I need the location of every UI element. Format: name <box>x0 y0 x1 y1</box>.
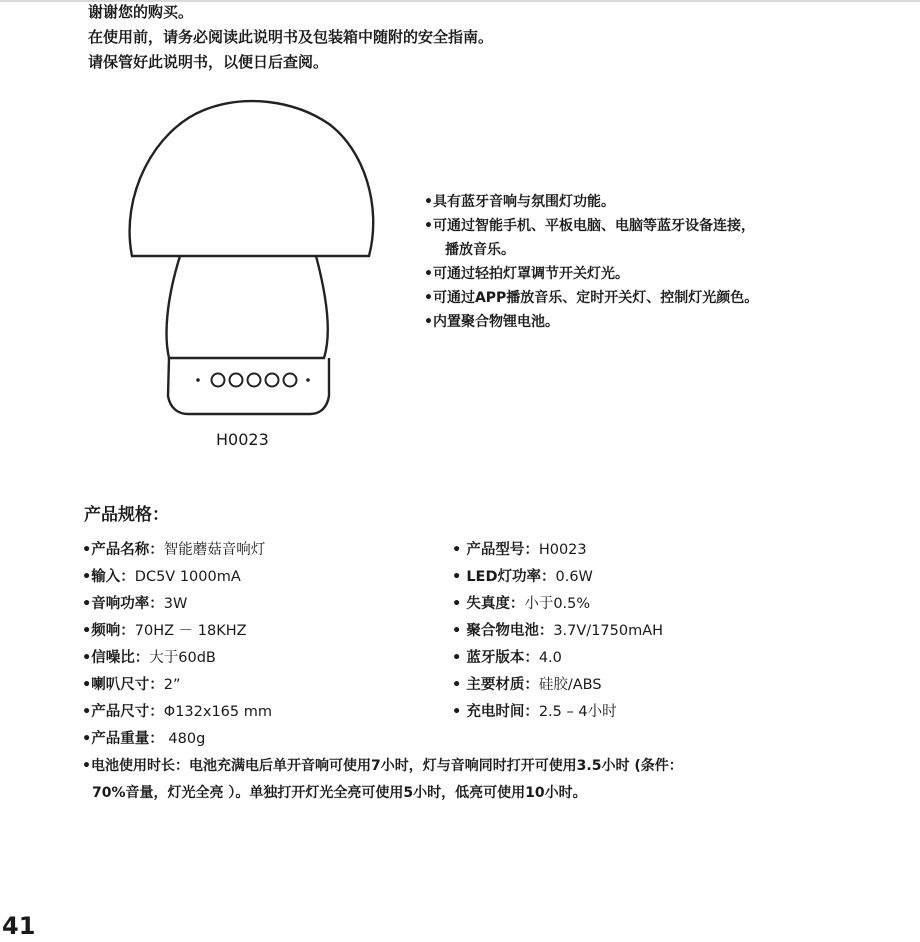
spec-label: •产品重量： <box>82 731 164 747</box>
spec-label: •产品尺寸： <box>82 704 164 720</box>
spec-value: 3.7V/1750mAH <box>553 623 664 639</box>
spec-label: •输入： <box>82 569 135 585</box>
feature-item: •可通过轻拍灯罩调节开关灯光。 <box>424 266 629 282</box>
spec-label: •音响功率： <box>82 596 164 612</box>
mushroom-speaker-lamp-illustration <box>124 96 376 422</box>
spec-row <box>452 564 663 591</box>
spec-row <box>82 672 272 699</box>
spec-value: 大于60dB <box>149 650 216 666</box>
feature-item: •内置聚合物锂电池。 <box>424 314 559 330</box>
page-number: 41 <box>2 912 36 940</box>
spec-row <box>452 591 663 618</box>
spec-value: 70HZ － 18KHZ <box>134 623 247 639</box>
model-caption: H0023 <box>216 430 269 449</box>
feature-list <box>424 190 758 334</box>
intro-line: 在使用前，请务必阅读此说明书及包装箱中随附的安全指南。 <box>88 28 494 46</box>
intro-line: 请保管好此说明书，以便日后查阅。 <box>88 53 329 71</box>
spec-value: Φ132x165 mm <box>163 704 272 720</box>
spec-label: • 充电时间： <box>452 704 539 720</box>
spec-value: 2.5 – 4小时 <box>538 704 617 720</box>
dot-right <box>306 378 310 382</box>
spec-value: 智能蘑菇音响灯 <box>163 542 266 558</box>
spec-value: 3W <box>163 596 188 612</box>
battery-line-continuation: 70%音量，灯光全亮 ）。单独打开灯光全亮可使用5小时，低亮可使用10小时。 <box>92 785 587 801</box>
spec-column-left <box>82 537 272 753</box>
feature-item: •具有蓝牙音响与氛围灯功能。 <box>424 194 615 210</box>
button-circle <box>284 374 297 387</box>
spec-value: 4.0 <box>538 650 562 666</box>
spec-value: 0.6W <box>555 569 593 585</box>
spec-label: • LED灯功率： <box>452 569 556 585</box>
speaker-base <box>168 358 329 414</box>
intro-line: 谢谢您的购买。 <box>88 3 194 21</box>
spec-value: H0023 <box>538 542 587 558</box>
spec-label: • 产品型号： <box>452 542 539 558</box>
spec-value: 小于0.5% <box>524 596 591 612</box>
spec-value: DC5V 1000mA <box>134 569 241 585</box>
button-circle <box>248 374 261 387</box>
spec-row <box>82 591 272 618</box>
spec-label: •频响： <box>82 623 135 639</box>
dot-left <box>196 378 200 382</box>
button-circle <box>230 374 243 387</box>
spec-row <box>452 618 663 645</box>
spec-row <box>82 564 272 591</box>
feature-item: •可通过智能手机、平板电脑、电脑等蓝牙设备连接， <box>424 218 755 234</box>
spec-label: •信噪比： <box>82 650 150 666</box>
spec-label: • 失真度： <box>452 596 525 612</box>
button-circle <box>266 374 279 387</box>
spec-label: •喇叭尺寸： <box>82 677 164 693</box>
spec-row <box>452 645 663 672</box>
lamp-body <box>167 256 328 358</box>
spec-row <box>82 726 272 753</box>
spec-value: 480g <box>163 731 206 747</box>
spec-heading: 产品规格： <box>84 505 169 525</box>
battery-line: •电池使用时长：电池充满电后单开音响可使用7小时，灯与音响同时打开可使用3.5小时 (条件： <box>82 758 683 774</box>
feature-item: •可通过APP播放音乐、定时开关灯、控制灯光颜色。 <box>424 290 759 306</box>
spec-row <box>82 699 272 726</box>
spec-label: • 主要材质： <box>452 677 539 693</box>
intro-text <box>88 0 493 75</box>
spec-label: •产品名称： <box>82 542 164 558</box>
spec-value: 2” <box>163 677 181 693</box>
spec-label: • 蓝牙版本： <box>452 650 539 666</box>
feature-item-continuation: 播放音乐。 <box>445 242 515 258</box>
spec-column-right <box>452 537 663 726</box>
spec-value: 硅胶/ABS <box>538 677 602 693</box>
spec-row <box>452 537 663 564</box>
button-circle <box>212 374 225 387</box>
spec-row <box>452 672 663 699</box>
spec-row <box>452 699 663 726</box>
spec-row <box>82 645 272 672</box>
battery-life-note <box>82 753 683 807</box>
lamp-shade <box>130 101 374 256</box>
spec-row <box>82 537 272 564</box>
spec-label: • 聚合物电池： <box>452 623 554 639</box>
spec-row <box>82 618 272 645</box>
